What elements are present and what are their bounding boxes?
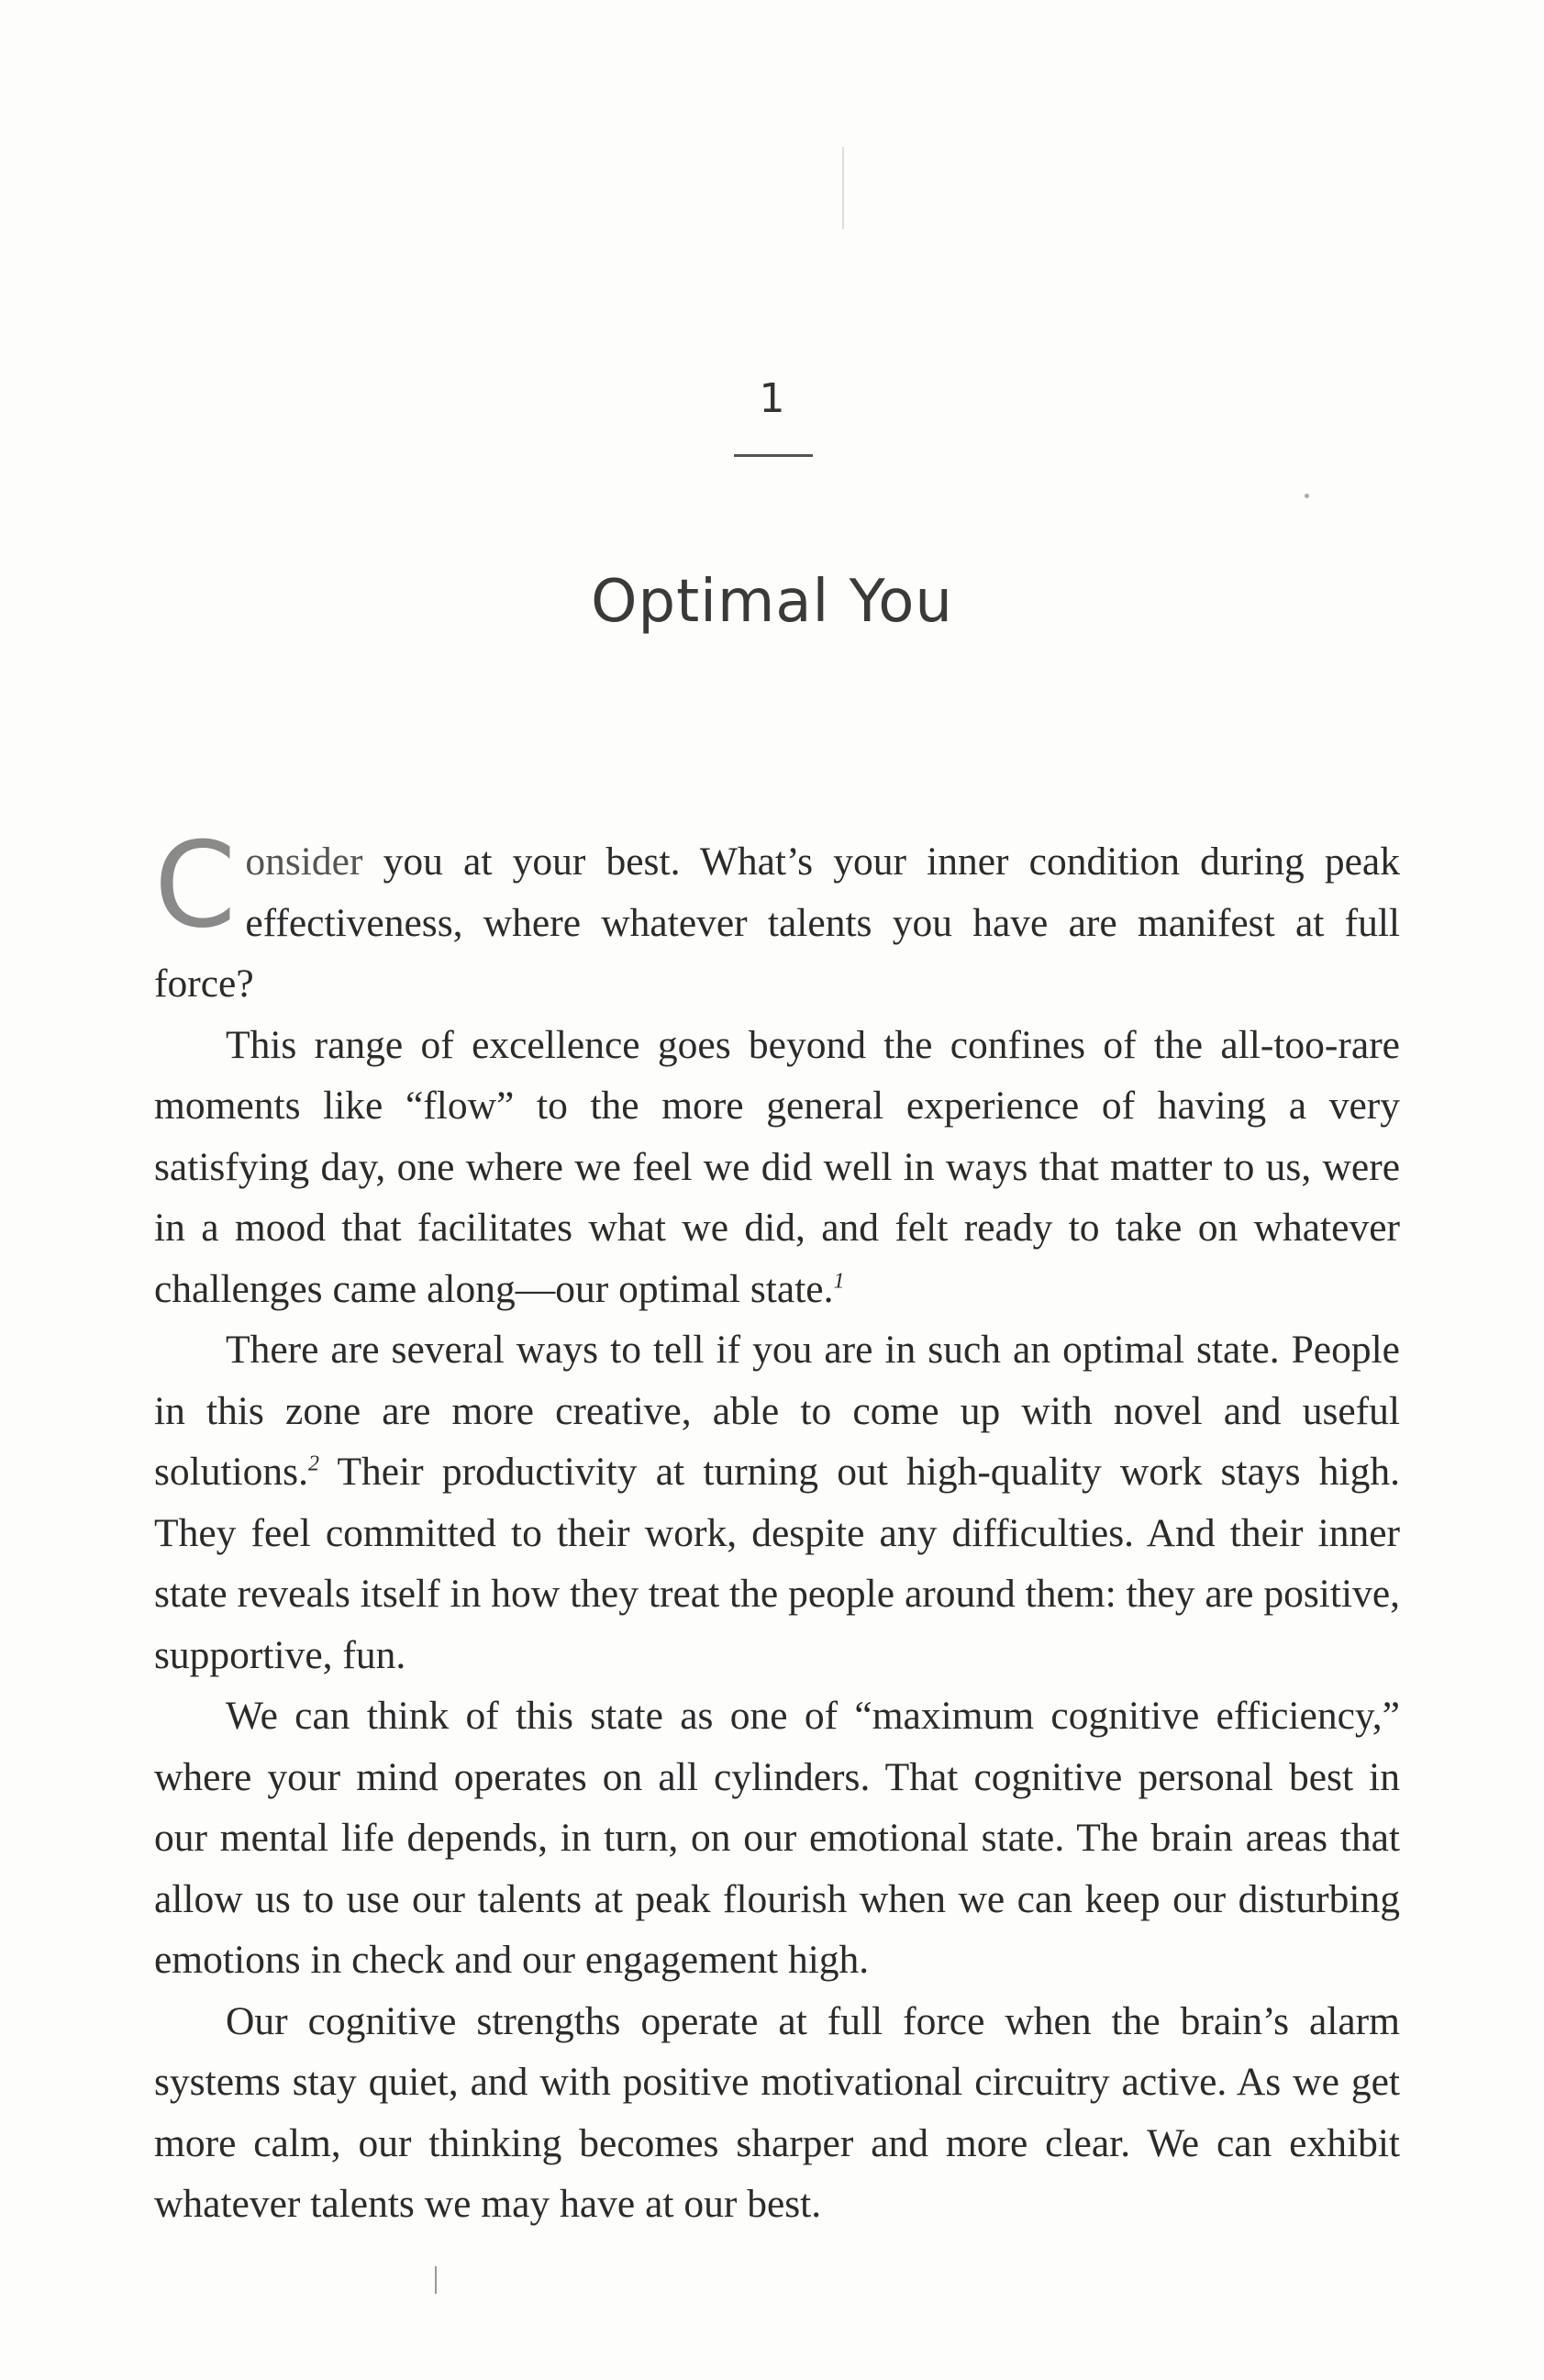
paragraph-4-text: We can think of this state as one of “maximum cognitive efficiency,” where your mind operates on all cylinders. That cognitive personal best in our mental life depends, in turn, on our emotional state. The brain areas that allow us to use our talents at peak flourish when we can keep our disturbing emotions in check and our engagement high. bbox=[154, 1694, 1400, 1982]
paragraph-2 bbox=[154, 1015, 1400, 1320]
chapter-rule bbox=[734, 454, 813, 457]
paragraph-5 bbox=[154, 1991, 1400, 2235]
footnote-ref-1: 1 bbox=[833, 1269, 845, 1293]
paragraph-4 bbox=[154, 1685, 1400, 1991]
paragraph-1-text: you at your best. What’s your inner condition during peak effectiveness, where whatever talents you have are manifest at full force? bbox=[154, 840, 1400, 1006]
paragraph-1 bbox=[154, 817, 1400, 1015]
paragraph-3-text-a: There are several ways to tell if you are in such an optimal state. People in this zone are more creative, able to come up with novel and useful solutions. bbox=[154, 1328, 1400, 1494]
lead-word: onsider bbox=[245, 840, 363, 884]
chapter-title: Optimal You bbox=[591, 567, 953, 636]
paragraph-5-text: Our cognitive strengths operate at full force when the brain’s alarm systems stay quiet, and with positive motivational circuitry active. As we get more calm, our thinking becomes sharper and more clear. We can exhibit whatever talents we may have at our best. bbox=[154, 1998, 1400, 2226]
footnote-ref-2: 2 bbox=[308, 1451, 319, 1476]
scan-mark-bottom bbox=[435, 2266, 437, 2294]
scan-mark-top bbox=[842, 147, 844, 229]
paragraph-2-text: This range of excellence goes beyond the confines of the all-too-rare moments like “flow” to the more general experience of having a very satisfying day, one where we feel we did well in ways that matter to us, were in a mood that facilitates what we did, and felt ready to take on whatever challenges came along—our optimal state. bbox=[154, 1022, 1400, 1311]
paragraph-3-text-b: Their productivity at turning out high-quality work stays high. They feel committed to their work, despite any difficulties. And their inner state reveals itself in how they treat the people around them: they are positive, supportive, fun. bbox=[154, 1450, 1400, 1677]
chapter-number: 1 bbox=[759, 375, 785, 422]
paragraph-3 bbox=[154, 1319, 1400, 1685]
chapter-body bbox=[154, 817, 1400, 2235]
drop-cap: C bbox=[154, 817, 237, 954]
scan-dot bbox=[1305, 494, 1309, 498]
